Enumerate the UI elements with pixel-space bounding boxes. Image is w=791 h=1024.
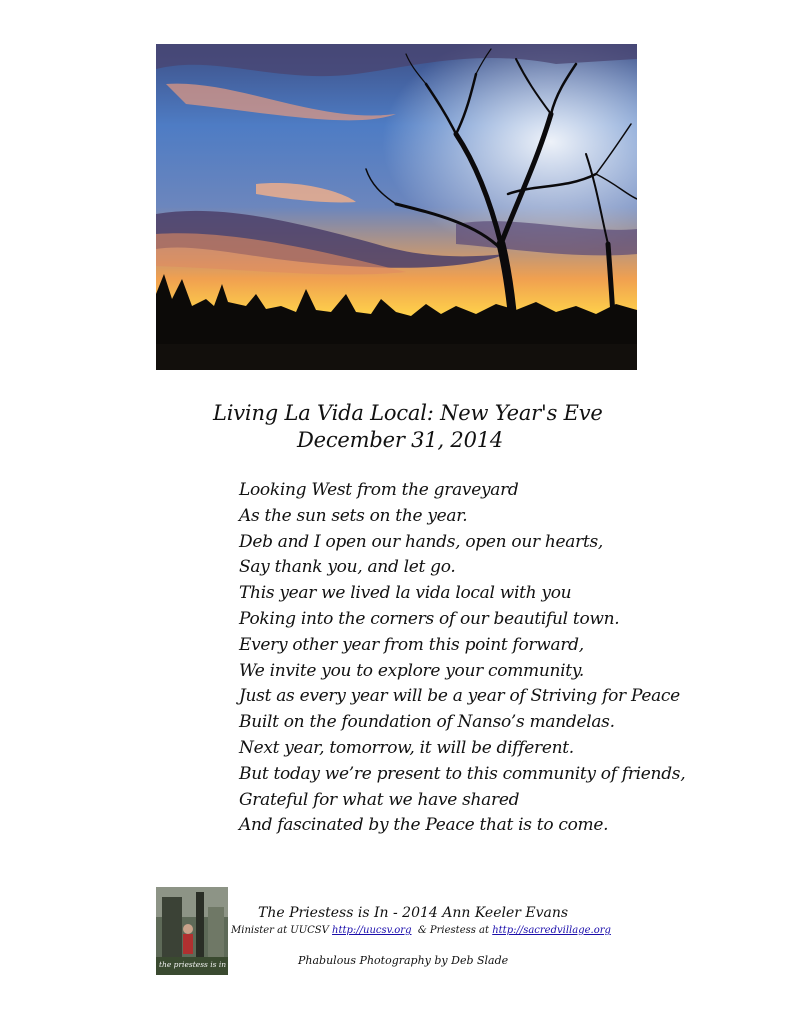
- sacredvillage-link[interactable]: http://sacredvillage.org: [492, 925, 611, 936]
- title-line-2: December 31, 2014: [297, 428, 504, 452]
- poem-line: Poking into the corners of our beautiful town.: [239, 608, 620, 629]
- uucsv-link[interactable]: http://uucsv.org: [332, 925, 412, 936]
- poem-line: Looking West from the graveyard: [239, 480, 519, 500]
- title-line-1: Living La Vida Local: New Year's Eve: [213, 401, 603, 425]
- poem-line: Deb and I open our hands, open our hearts,: [239, 531, 604, 552]
- poem-title: [213, 400, 683, 454]
- poem-line: But today we’re present to this community of friends,: [239, 763, 686, 784]
- poem-body: [239, 478, 759, 839]
- sunset-tree-image: [156, 44, 637, 370]
- poem-line: As the sun sets on the year.: [239, 505, 468, 526]
- poem-line: We invite you to explore your community.: [239, 660, 584, 681]
- poem-line: Say thank you, and let go.: [239, 557, 456, 578]
- credit-author: The Priestess is In - 2014 Ann Keeler Evans: [258, 905, 569, 921]
- poem-line: And fascinated by the Peace that is to come.: [239, 815, 609, 836]
- credit-photographer: Phabulous Photography by Deb Slade: [298, 954, 509, 967]
- poem-line: Next year, tomorrow, it will be different.: [239, 737, 574, 758]
- poem-line: Just as every year will be a year of Striving for Peace: [239, 686, 680, 707]
- sunset-photo: [156, 44, 637, 370]
- poem-line: Grateful for what we have shared: [239, 789, 520, 810]
- thumbnail-caption: the priestess is in: [159, 960, 227, 969]
- minister-label: Minister at UUCSV: [231, 925, 333, 936]
- priestess-photo-image: [156, 887, 228, 975]
- credit-affiliations: [231, 925, 611, 936]
- poem-line: Built on the foundation of Nanso’s mandelas.: [239, 712, 615, 733]
- priestess-thumbnail: [156, 887, 228, 975]
- poem-line: Every other year from this point forward,: [239, 634, 584, 655]
- priestess-label: & Priestess at: [411, 925, 493, 936]
- poem-line: This year we lived la vida local with you: [239, 583, 572, 604]
